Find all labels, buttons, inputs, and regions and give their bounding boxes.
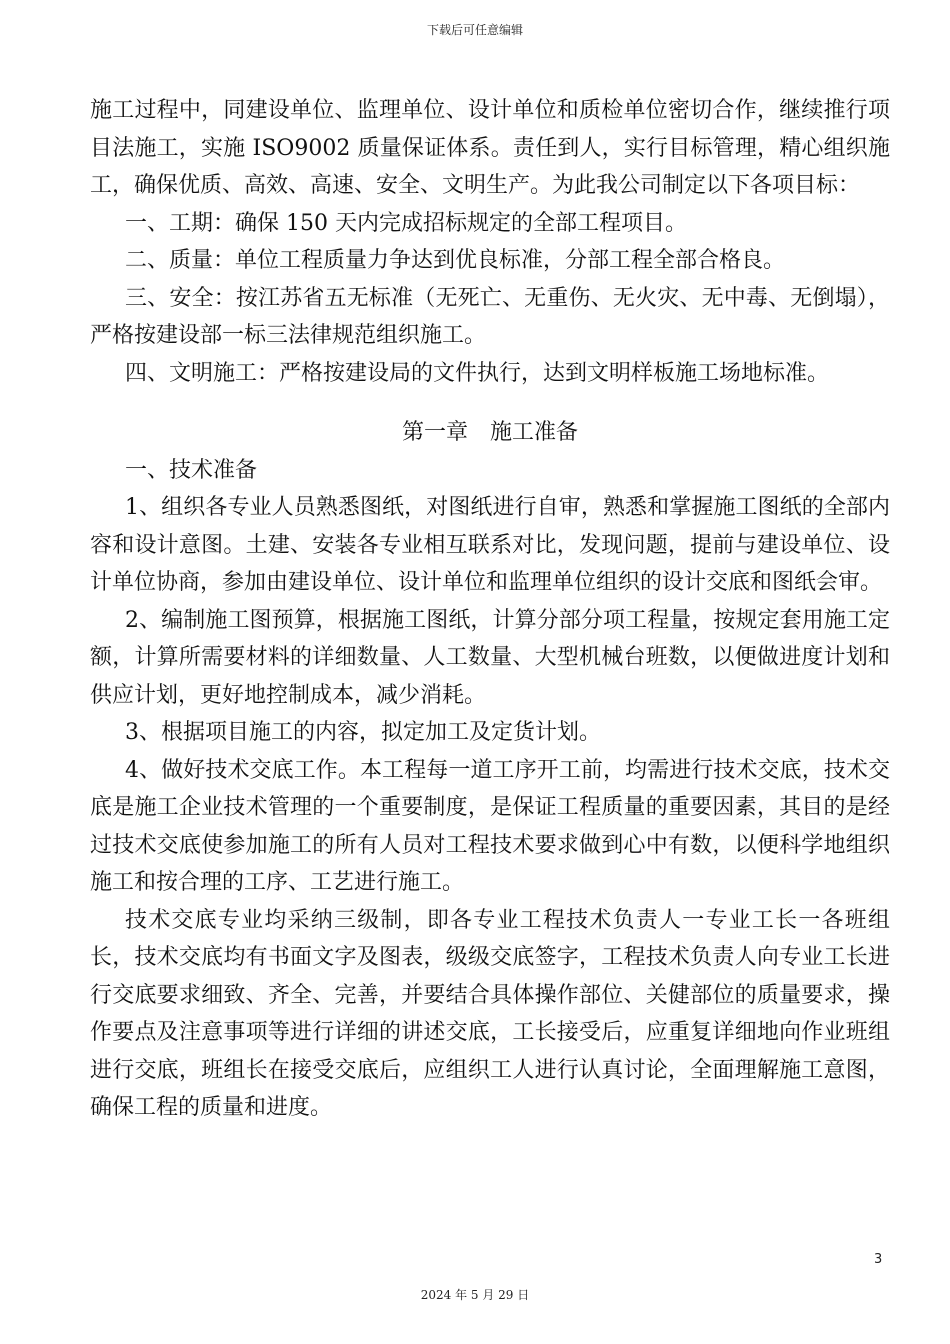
footer-date: 2024 年 5 月 29 日 <box>420 1288 530 1302</box>
item-procurement-plan: 3、根据项目施工的内容，拟定加工及定货计划。 <box>125 720 601 745</box>
page-header-note: 下载后可任意编辑 <box>426 23 523 37</box>
goal-civilized-construction: 四、文明施工：严格按建设局的文件执行，达到文明样板施工场地标准。 <box>125 360 830 386</box>
intro-paragraph: 施工过程中，同建设单位、监理单位、设计单位和质检单位密切合作，继续推行项目法施工，实施 ISO9002 质量保证体系。责任到人，实行目标管理，精心组织施工，确保优质、高效、高速、安全、文明生产。为此我公司制定以下各项目标： <box>90 98 890 198</box>
item-budget: 2、编制施工图预算，根据施工图纸，计算分部分项工程量，按规定套用施工定额，计算所需要材料的详细数量、人工数量、大型机械台班数，以便做进度计划和供应计划，更好地控制成本，减少消耗。 <box>90 607 890 708</box>
chapter-title: 第一章 施工准备 <box>401 420 578 445</box>
item-briefing-levels: 技术交底专业均采纳三级制，即各专业工程技术负责人一专业工长一各班组长，技术交底均有书面文字及图表，级级交底签字，工程技术负责人向专业工长进行交底要求细致、齐全、完善，并要结合具体操作部位、关健部位的质量要求，操作要点及注意事项等进行详细的讲述交底，工长接受后，应重复详细地向作业班组进行交底，班组长在接受交底后，应组织工人进行认真讨论，全面理解施工意图，确保工程的质量和进度。 <box>90 907 890 1120</box>
goal-safety: 三、安全：按江苏省五无标准（无死亡、无重伤、无火灾、无中毒、无倒塌），严格按建设部一标三法律规范组织施工。 <box>90 285 890 348</box>
goal-quality: 二、质量：单位工程质量力争达到优良标准，分部工程全部合格良。 <box>125 248 786 273</box>
section-title: 一、技术准备 <box>125 457 258 483</box>
goal-schedule: 一、工期：确保 150 天内完成招标规定的全部工程项目。 <box>125 210 687 236</box>
document-body <box>90 92 890 1127</box>
page-number: 3 <box>874 1252 883 1267</box>
item-drawing-review: 1、组织各专业人员熟悉图纸，对图纸进行自审，熟悉和掌握施工图纸的全部内容和设计意图。土建、安装各专业相互联系对比，发现问题，提前与建设单位、设计单位协商，参加由建设单位、设计单位和监理单位组织的设计交底和图纸会审。 <box>90 495 890 595</box>
item-technical-briefing: 4、做好技术交底工作。本工程每一道工序开工前，均需进行技术交底，技术交底是施工企业技术管理的一个重要制度，是保证工程质量的重要因素，其目的是经过技术交底使参加施工的所有人员对工程技术要求做到心中有数，以便科学地组织施工和按合理的工序、工艺进行施工。 <box>90 757 890 895</box>
